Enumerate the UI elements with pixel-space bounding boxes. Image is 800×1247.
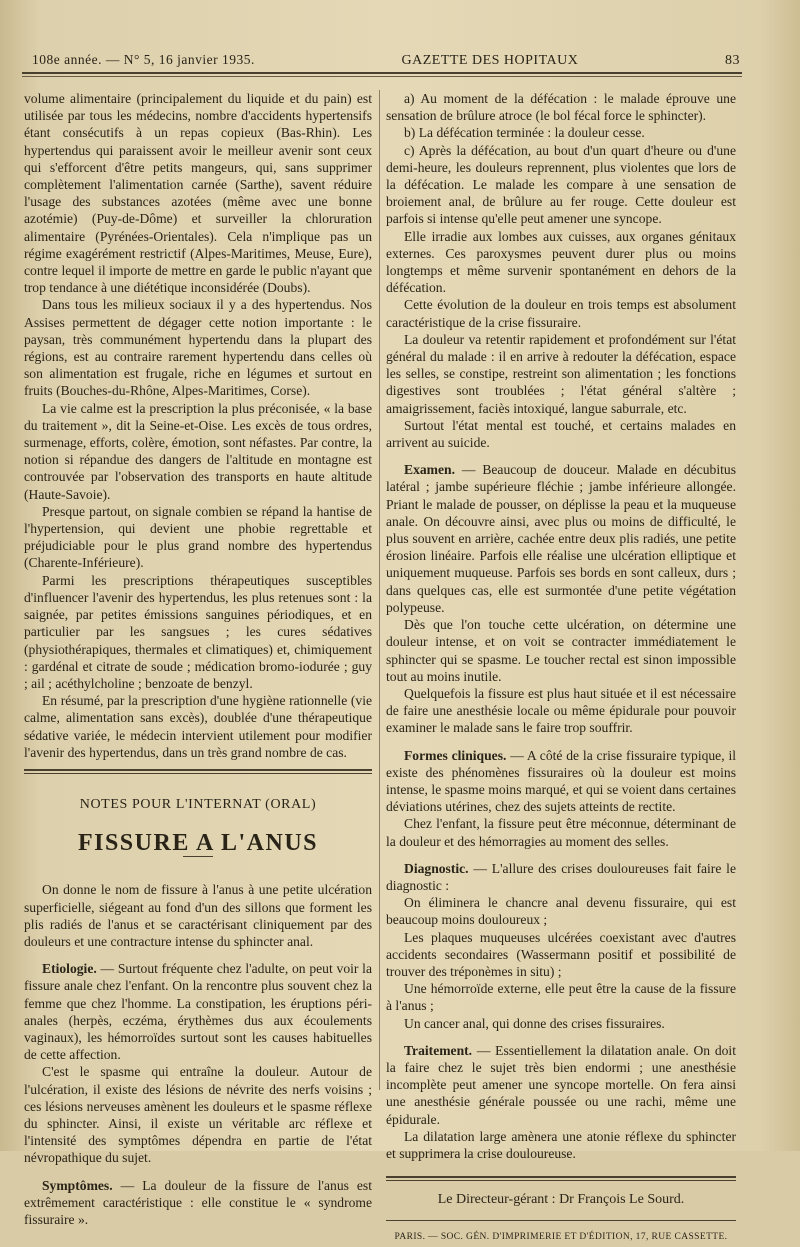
- symptomes-heading: Symptômes.: [42, 1177, 113, 1193]
- column-separator: [379, 90, 380, 1090]
- publication-title: GAZETTE DES HOPITAUX: [401, 53, 579, 68]
- right-column: [386, 90, 736, 1247]
- intro-paragraph: On donne le nom de fissure à l'anus à une petite ulcération superficielle, siégeant au fond d'un des sillons que forment les plis radiés de l'anus et se caractérisant cliniquement par des douleurs et une contracture intense du sphincter anal.: [24, 882, 372, 949]
- paragraph: Elle irradie aux lombes aux cuisses, aux organes génitaux externes. Ces paroxysmes peuvent durer plus ou moins longtemps et même survenir spontanément en dehors de la défécation.: [386, 228, 736, 296]
- section-rule: [24, 769, 372, 771]
- header-rule: [22, 72, 742, 74]
- etiologie-paragraph: [24, 960, 372, 1063]
- left-column: [24, 90, 372, 1228]
- paragraph: La douleur va retentir rapidement et profondément sur l'état général du malade : il en arrive à redouter la défécation, espace les selles, se constipe, restreint son alimentation ; les fonctions digestives sont troublées ; l'état général s'altère ; amaigrissement, faciès intoxiqué, langue saburrale, etc.: [386, 331, 736, 416]
- paragraph: volume alimentaire (principalement du liquide et du pain) est utilisée par tous les médecins, nombre d'accidents hypertensifs étant consécutifs à un repas copieux (Bas-Rhin). Les hypertendus qui paraissent avoir le meilleur avenir sont ceux qui s'efforcent d'être petits mangeurs, qui, sans supprimer complètement l'alimentation carnée (Sarthe), savent réduire l'usage des substances azotées (même avec une bonne azotémie) (Puy-de-Dôme) et surveiller la chloruration alimentaire (Pyrénées-Orientales). Cela n'implique pas un régime exagérément restrictif (Alpes-Maritimes, Meuse, Eure), contre lequel il importe de mettre en garde le public n'ayant que trop tendance à une diététique inconsidérée (Doubs).: [24, 91, 372, 296]
- header-rule-thin: [22, 76, 742, 77]
- printer-imprint: PARIS. — SOC. GÉN. D'IMPRIMERIE ET D'ÉDITION, 17, RUE CASSETTE.: [394, 1232, 728, 1243]
- footer-rule-thin: [386, 1180, 736, 1181]
- diagnostic-text: — L'allure des crises douloureuses fait faire le diagnostic :: [386, 860, 736, 893]
- paragraph: Surtout l'état mental est touché, et certains malades en arrivent au suicide.: [386, 417, 736, 451]
- paragraph: Parmi les prescriptions thérapeutiques susceptibles d'influencer l'avenir des hypertendus, les plus retenues sont : la saignée, par petites émissions sanguines périodiques, et en particulier par les sangsues ; les cures sédatives (physiothérapiques, thermales et climatiques) et, chimiquement : gardénal et citrate de soude ; médication bromo-iodurée ; guy ; ail ; acéthylcholine ; benzoate de benzyl.: [24, 572, 372, 691]
- paragraph: a) Au moment de la défécation : le malade éprouve une sensation de brûlure atroce (le bol fécal force le sphincter).: [386, 91, 736, 124]
- traitement-text: — Essentiellement la dilatation anale. On doit la faire chez le sujet très bien endormi ; une anesthésie incomplète peut amener une syncope mortelle. On fera ainsi une anesthésie générale poussée ou une rachi, même une épidurale.: [386, 1042, 736, 1127]
- section-rule-thin: [24, 773, 372, 774]
- list-item: Une hémorroïde externe, elle peut être la cause de la fissure à l'anus ;: [386, 981, 736, 1014]
- section-label: NOTES POUR L'INTERNAT (ORAL): [79, 796, 317, 812]
- footer-rule: [386, 1176, 736, 1178]
- title-rule: [183, 856, 213, 857]
- director-credit: Le Directeur-gérant : Dr François Le Sourd.: [437, 1192, 685, 1208]
- traitement-paragraph: [386, 1042, 736, 1128]
- paragraph: C'est le spasme qui entraîne la douleur. Autour de l'ulcération, il existe des lésions de névrite des nerfs voisins ; ces lésions nerveuses amènent les douleurs et le spasme réflexe du sphincter. Ainsi, il existe un véritable arc réflexe et l'intensité des symptômes dépendra en partie de l'état névropathique du sujet.: [24, 1064, 372, 1166]
- paragraph: En résumé, par la prescription d'une hygiène rationnelle (vie calme, alimentation sans excès), doublée d'une thérapeutique sédative variée, le médecin intervient utilement pour modifier l'avenir des hypertendus, dans un très grand nombre de cas.: [24, 693, 372, 760]
- paragraph: Dès que l'on touche cette ulcération, on détermine une douleur intense, et on voit se contracter immédiatement le sphincter qui se spasme. Le toucher rectal est sinon impossible tout au moins inutile.: [386, 617, 736, 684]
- list-item: Un cancer anal, qui donne des crises fissuraires.: [404, 1015, 665, 1031]
- list-item: On éliminera le chancre anal devenu fissuraire, qui est beaucoup moins douloureux ;: [386, 895, 736, 928]
- paragraph: La dilatation large amènera une atonie réflexe du sphincter et supprimera la crise douloureuse.: [386, 1128, 736, 1161]
- diagnostic-heading: Diagnostic.: [404, 860, 469, 876]
- page-number: 83: [725, 53, 740, 68]
- symptomes-text: — La douleur de la fissure de l'anus est extrêmement caractéristique : elle constitue le « syndrome fissuraire ».: [24, 1177, 372, 1227]
- diagnostic-paragraph: [386, 860, 736, 894]
- examen-heading: Examen.: [404, 462, 455, 478]
- formes-heading: Formes cliniques.: [404, 747, 507, 763]
- paragraph: Dans tous les milieux sociaux il y a des hypertendus. Nos Assises permettent de dégager cette notion importante : le paysan, très communément hypertendu dans la plupart des régions, est au contraire rarement hypertendu dans celles où son alimentation est frugale, riche en légumes et surtout en fruits (Bouches-du-Rhône, Alpes-Maritimes, Corse).: [24, 297, 372, 399]
- paragraph: Chez l'enfant, la fissure peut être méconnue, déterminant de la douleur et des hémorragies au moment des selles.: [386, 816, 736, 849]
- formes-paragraph: [386, 747, 736, 816]
- etiologie-text: — Surtout fréquente chez l'adulte, on peut voir la fissure anale chez l'enfant. On la rencontre plus souvent chez la femme que chez l'homme. La constipation, les éruptions péri-anales (herpès, eczéma, érythèmes dus aux écoulements vaginaux), les hémorroïdes surtout sont les causes habituelles de cette affection.: [24, 961, 372, 1063]
- formes-text: — A côté de la crise fissuraire typique, il existe des phénomènes fissuraires où la douleur est moins intense, le spasme moins marqué, et qui se voient dans certaines déviations utérines, chez des sujets atteints de rectite.: [386, 747, 737, 815]
- paragraph: Quelquefois la fissure est plus haut située et il est nécessaire de faire une anesthésie locale ou même épidurale pour pouvoir examiner le malade sans le faire trop souffrir.: [386, 685, 736, 736]
- issue-info: 108e année. — N° 5, 16 janvier 1935.: [32, 52, 255, 67]
- symptomes-paragraph: [24, 1177, 372, 1229]
- traitement-heading: Traitement.: [404, 1042, 473, 1058]
- page-header: [32, 52, 740, 69]
- paragraph: b) La défécation terminée : la douleur cesse.: [404, 125, 645, 141]
- etiologie-heading: Etiologie.: [42, 961, 97, 977]
- paragraph: La vie calme est la prescription la plus préconisée, « la base du traitement », dit la Seine-et-Oise. Les excès de tous ordres, surmenage, efforts, colère, émotion, sont néfastes. Par contre, la notion si répandue des dangers de l'altitude en montagne est controuvée par l'observation des transports en haute altitude (Haute-Savoie).: [24, 400, 372, 502]
- list-item: Les plaques muqueuses ulcérées coexistant avec d'autres accidents secondaires (Wassermann positif et possibilité de trouver des tréponèmes in situ) ;: [386, 929, 736, 979]
- paragraph: Cette évolution de la douleur en trois temps est absolument caractéristique de la crise fissuraire.: [386, 297, 736, 330]
- paragraph: c) Après la défécation, au bout d'un quart d'heure ou d'une demi-heure, les douleurs reprennent, plus violentes que lors de la défécation. Le malade les compare à une sensation de broiement anal, de brûlure au fer rouge. Cette douleur est parfois si intense qu'elle peut amener une syncope.: [386, 142, 736, 227]
- imprint-rule: [386, 1220, 736, 1221]
- examen-paragraph: [386, 461, 736, 616]
- article-title: FISSURE A L'ANUS: [77, 830, 319, 857]
- examen-text: — Beaucoup de douceur. Malade en décubitus latéral ; jambe supérieure fléchie ; jambe inférieure allongée. Priant le malade de pousser, on déplisse la peau et la muqueuse anale. On découvre ainsi, avec plus ou moins de difficulté, le plus souvent en arrière, cachée entre deux plis radiés, une petite érosion linéaire. Parfois elle réalise une ulcération elliptique et uniquement muqueuse. Parfois ses bords en sont calleux, durs ; dans quelques cas, elle est surmontée d'une petite végétation polypeuse.: [386, 462, 736, 615]
- paragraph: Presque partout, on signale combien se répand la hantise de l'hypertension, qui devient une phobie regrettable et préjudiciable pour le plus grand nombre des hypertendus (Charente-Inférieure).: [24, 503, 372, 571]
